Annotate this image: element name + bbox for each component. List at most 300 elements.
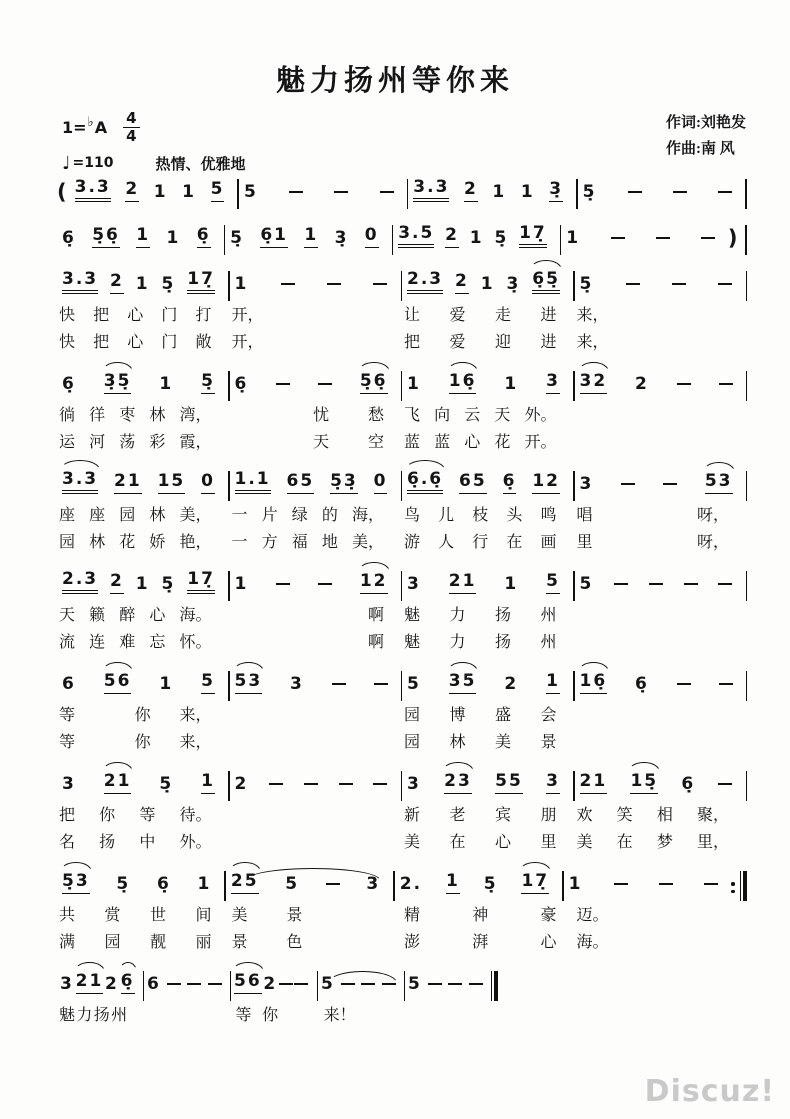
note: 3 bbox=[290, 674, 304, 694]
time-signature-denominator: 4 bbox=[126, 127, 137, 146]
lyric-syllable: 力 bbox=[449, 607, 466, 624]
note: 1 bbox=[446, 871, 460, 894]
lyrics-measure bbox=[230, 504, 403, 528]
dash bbox=[718, 783, 732, 785]
barline bbox=[491, 971, 493, 1001]
lyrics-measure bbox=[230, 804, 403, 828]
dash bbox=[167, 983, 181, 985]
lyrics-measure bbox=[230, 404, 403, 428]
lyric-syllable: 难 bbox=[119, 634, 136, 651]
dash bbox=[611, 237, 625, 239]
note: 6̣1 bbox=[260, 225, 288, 248]
lyric-syllable: 在 bbox=[616, 834, 633, 851]
barline bbox=[746, 771, 748, 801]
lyrics-row-verse-1 bbox=[57, 304, 747, 328]
score-line-9 bbox=[57, 864, 747, 955]
note: 17̣ bbox=[521, 871, 549, 894]
lyric-syllable: 州 bbox=[111, 1007, 128, 1024]
note: 3.3 bbox=[413, 177, 449, 202]
lyric-syllable: 美 bbox=[231, 907, 248, 924]
lyric-syllable: 博 bbox=[449, 707, 466, 724]
lyric-syllable bbox=[232, 604, 234, 628]
lyrics-row-verse-1 bbox=[57, 704, 747, 728]
lyrics-measure bbox=[402, 904, 575, 928]
dash bbox=[289, 191, 303, 193]
lyric-syllable: 福 bbox=[291, 534, 308, 551]
lyrics-measure bbox=[230, 704, 403, 728]
lyric-syllable: 蓝 bbox=[404, 434, 421, 451]
lyric-syllable: 头 bbox=[506, 507, 523, 524]
lyric-syllable: 的 bbox=[321, 507, 338, 524]
dash bbox=[318, 383, 332, 385]
note: 6̣5̣ bbox=[532, 269, 560, 294]
lyric-syllable: 呀， bbox=[696, 507, 729, 524]
lyrics-measure bbox=[575, 804, 748, 828]
note: 2 bbox=[445, 225, 459, 248]
dash bbox=[187, 983, 201, 985]
note: 5 bbox=[285, 874, 300, 894]
note: 6̣.6̣ bbox=[407, 469, 443, 494]
note: 6̣ bbox=[62, 228, 76, 248]
lyric-syllable: 一 bbox=[231, 507, 248, 524]
lyric-syllable: 籁 bbox=[89, 607, 106, 624]
lyric-syllable: 快 bbox=[59, 334, 76, 351]
lyric-syllable: 笑 bbox=[616, 807, 633, 824]
rest: 0 bbox=[365, 225, 379, 248]
lyric-syllable: 儿 bbox=[438, 507, 455, 524]
lyric-syllable: 把 bbox=[59, 807, 76, 824]
lyric-syllable: 宾 bbox=[494, 807, 511, 824]
lyric-syllable: 力 bbox=[76, 1007, 93, 1024]
lyrics-measure bbox=[57, 804, 230, 828]
lyrics-measure bbox=[230, 731, 403, 755]
end-barline bbox=[746, 771, 748, 801]
lyric-syllable: 怀。 bbox=[179, 634, 212, 651]
note: 2 bbox=[125, 179, 139, 202]
lyric-syllable: 走 bbox=[494, 307, 511, 324]
lyric-syllable: 忘 bbox=[149, 634, 166, 651]
lyric-syllable: 心 bbox=[149, 607, 166, 624]
barline bbox=[746, 371, 748, 401]
credits bbox=[666, 110, 746, 163]
measure bbox=[393, 223, 560, 255]
measure bbox=[402, 571, 573, 601]
lyric-syllable: 空 bbox=[367, 434, 384, 451]
lyric-syllable bbox=[277, 604, 279, 628]
lyric-syllable: 打 bbox=[195, 307, 212, 324]
lyric-syllable: 向 bbox=[434, 407, 451, 424]
lyric-syllable: 把 bbox=[404, 334, 421, 351]
note: 5 bbox=[211, 179, 225, 202]
note: 2. bbox=[399, 874, 423, 894]
note: 1.1 bbox=[235, 469, 271, 494]
measure bbox=[230, 671, 401, 701]
lyric-syllable: 豪 bbox=[540, 907, 557, 924]
lyric-syllable: 云 bbox=[464, 407, 481, 424]
note: 2 bbox=[635, 374, 649, 394]
lyrics-measure bbox=[57, 904, 230, 928]
lyrics-measure bbox=[402, 604, 575, 628]
note: 1 bbox=[153, 182, 168, 202]
note: 15̣ bbox=[630, 771, 658, 794]
lyric-syllable: 进 bbox=[540, 307, 557, 324]
lyric-syllable: 世 bbox=[149, 907, 166, 924]
lyric-syllable: 林 bbox=[149, 407, 166, 424]
lyric-syllable bbox=[277, 631, 279, 655]
note: 1 bbox=[135, 574, 150, 594]
measure bbox=[57, 771, 228, 801]
notes-row bbox=[57, 172, 747, 209]
score-line-2 bbox=[57, 218, 747, 255]
measure bbox=[395, 871, 562, 901]
lyric-syllable: 林 bbox=[149, 507, 166, 524]
lyric-syllable: 让 bbox=[404, 307, 421, 324]
lyric-syllable: 心 bbox=[494, 834, 511, 851]
lyrics-row-verse-2 bbox=[57, 531, 747, 555]
lyric-syllable: 等 bbox=[59, 707, 76, 724]
measure bbox=[230, 274, 401, 301]
score-line-4 bbox=[57, 364, 747, 455]
lyric-syllable: 里 bbox=[576, 534, 593, 551]
measure bbox=[575, 274, 746, 301]
lyric-syllable: 天 bbox=[59, 607, 76, 624]
note: 65 bbox=[459, 471, 487, 494]
lyric-syllable: 行 bbox=[472, 534, 489, 551]
dash bbox=[339, 783, 353, 785]
note: 6̣ bbox=[156, 874, 171, 894]
note: 17̣ bbox=[187, 269, 215, 294]
dash bbox=[718, 191, 732, 193]
barline bbox=[746, 471, 748, 501]
measure bbox=[57, 469, 228, 501]
lyric-syllable: 盛 bbox=[494, 707, 511, 724]
note: 25 bbox=[231, 871, 259, 894]
lyric-syllable: 赏 bbox=[104, 907, 121, 924]
lyrics-measure bbox=[402, 531, 575, 555]
lyrics-measure bbox=[575, 404, 748, 428]
lyric-syllable: 园 bbox=[404, 707, 421, 724]
note: 1 bbox=[159, 374, 174, 394]
measure bbox=[144, 974, 230, 1001]
dash bbox=[684, 583, 698, 585]
lyric-syllable: 湃 bbox=[472, 934, 489, 951]
lyric-syllable: 连 bbox=[89, 634, 106, 651]
lyric-syllable: 心 bbox=[127, 334, 144, 351]
note: 3 bbox=[407, 574, 421, 594]
lyric-syllable: 忧 bbox=[313, 407, 330, 424]
lyric-syllable bbox=[104, 731, 106, 755]
note: 17̣ bbox=[187, 569, 215, 594]
lyric-syllable: 美 bbox=[576, 834, 593, 851]
lyrics-measure bbox=[575, 931, 748, 955]
note: 21 bbox=[580, 771, 608, 794]
lyric-syllable: 美 bbox=[494, 734, 511, 751]
lyric-syllable: 神 bbox=[472, 907, 489, 924]
lyric-syllable: 园 bbox=[104, 934, 121, 951]
lyric-syllable: 运 bbox=[59, 434, 76, 451]
notes-row bbox=[57, 864, 747, 901]
lyric-syllable: 片 bbox=[261, 507, 278, 524]
note: 5̣ bbox=[161, 574, 176, 594]
lyrics-measure bbox=[575, 631, 748, 655]
measure bbox=[318, 974, 404, 1001]
end-barline bbox=[746, 371, 748, 401]
note: 2 bbox=[263, 974, 278, 994]
lyrics-measure bbox=[322, 1004, 410, 1028]
lyric-syllable: 老 bbox=[449, 807, 466, 824]
dash bbox=[428, 983, 442, 985]
measure bbox=[70, 177, 238, 209]
lyrics-row-verse-2 bbox=[57, 931, 747, 955]
lyric-syllable: 徉 bbox=[89, 407, 106, 424]
dash bbox=[628, 191, 642, 193]
note: 5̣3 bbox=[62, 871, 90, 894]
composer-credit: 作曲:南 风 bbox=[666, 141, 735, 158]
lyrics-measure bbox=[57, 931, 230, 955]
dash bbox=[361, 983, 375, 985]
lyric-syllable: 共 bbox=[59, 907, 76, 924]
barline bbox=[740, 871, 742, 901]
lyric-syllable: 把 bbox=[93, 334, 110, 351]
note: 5 bbox=[408, 974, 422, 994]
end-barline bbox=[746, 271, 748, 301]
song-title: 魅力扬州等你来 bbox=[275, 65, 514, 97]
measure bbox=[402, 269, 573, 301]
lyric-syllable: 扬 bbox=[99, 834, 116, 851]
lyric-syllable: 开。 bbox=[524, 434, 557, 451]
measure bbox=[402, 671, 573, 701]
lyricist-credit: 作词:刘艳发 bbox=[666, 115, 746, 131]
lyric-syllable: 心 bbox=[464, 434, 481, 451]
lyric-syllable: 中 bbox=[139, 834, 156, 851]
note: 1 bbox=[546, 671, 560, 694]
lyrics-measure bbox=[230, 331, 403, 355]
dash bbox=[719, 383, 733, 385]
note: 3.3 bbox=[62, 269, 98, 294]
lyric-syllable: 一 bbox=[231, 534, 248, 551]
note: 5 bbox=[579, 574, 594, 594]
note: 3 bbox=[546, 771, 560, 794]
note: 3.3 bbox=[75, 177, 111, 202]
dash bbox=[276, 583, 290, 585]
close-paren: ) bbox=[727, 226, 738, 250]
note: 5 bbox=[201, 671, 215, 694]
lyric-syllable: 在 bbox=[449, 834, 466, 851]
measure bbox=[57, 971, 143, 1001]
measure bbox=[575, 671, 746, 701]
lyric-syllable: 艳， bbox=[179, 534, 212, 551]
rest: 0 bbox=[374, 471, 388, 494]
dash bbox=[614, 583, 628, 585]
lyric-syllable: 鸣 bbox=[540, 507, 557, 524]
measure bbox=[575, 471, 746, 501]
lyric-syllable: 进 bbox=[540, 334, 557, 351]
lyric-syllable: 天 bbox=[313, 434, 330, 451]
lyric-syllable: 你 bbox=[262, 1007, 279, 1024]
measure bbox=[231, 971, 317, 1001]
open-paren: ( bbox=[57, 180, 67, 204]
lyric-syllable: 把 bbox=[93, 307, 110, 324]
lyrics-measure bbox=[230, 904, 403, 928]
lyric-syllable: 朋 bbox=[540, 807, 557, 824]
lyrics-measure bbox=[230, 431, 403, 455]
lyric-syllable: 欢 bbox=[576, 807, 593, 824]
note: 65 bbox=[287, 471, 315, 494]
score bbox=[57, 172, 747, 1037]
note: 1 bbox=[234, 274, 249, 294]
lyric-syllable: 蓝 bbox=[434, 434, 451, 451]
lyric-syllable: 河 bbox=[89, 434, 106, 451]
dash bbox=[677, 383, 691, 385]
lyric-syllable: 画 bbox=[540, 534, 557, 551]
dash bbox=[448, 983, 462, 985]
measure bbox=[402, 771, 573, 801]
note: 2 bbox=[455, 271, 469, 294]
note: 5̣3̣ bbox=[330, 471, 358, 494]
lyrics-measure bbox=[57, 504, 230, 528]
lyrics-measure bbox=[402, 931, 575, 955]
note: 5 bbox=[243, 182, 258, 202]
lyrics-measure bbox=[230, 831, 403, 855]
note: 3̣ bbox=[334, 228, 349, 248]
barline bbox=[746, 671, 748, 701]
dash bbox=[208, 983, 222, 985]
note: 6̣ bbox=[62, 374, 76, 394]
lyrics-row-verse-1 bbox=[57, 404, 747, 428]
note: 21 bbox=[114, 471, 142, 494]
lyrics-measure bbox=[57, 604, 230, 628]
note: 1 bbox=[407, 374, 421, 394]
lyrics-measure bbox=[57, 331, 230, 355]
dash bbox=[719, 683, 733, 685]
lyric-syllable: 美， bbox=[179, 507, 212, 524]
measure bbox=[402, 371, 573, 401]
lyric-syllable: 林 bbox=[89, 534, 106, 551]
note: 5 bbox=[546, 571, 560, 594]
lyric-syllable: 州 bbox=[540, 607, 557, 624]
end-barline bbox=[491, 971, 499, 1001]
lyric-syllable: 你 bbox=[134, 707, 151, 724]
lyrics-measure bbox=[575, 431, 748, 455]
lyric-syllable: 你 bbox=[134, 734, 151, 751]
measure bbox=[561, 228, 728, 255]
lyric-syllable: 满 bbox=[59, 934, 76, 951]
note: 6̣ bbox=[681, 774, 696, 794]
measure bbox=[564, 874, 731, 901]
note: 1 bbox=[504, 574, 519, 594]
note: 3̣ bbox=[549, 179, 563, 202]
note: 1 bbox=[304, 225, 318, 248]
lyric-syllable: 景 bbox=[231, 934, 248, 951]
note: 2 bbox=[110, 571, 124, 594]
note: 1 bbox=[166, 228, 181, 248]
note: 5̣ bbox=[161, 274, 176, 294]
dash bbox=[621, 483, 635, 485]
lyric-syllable: 新 bbox=[404, 807, 421, 824]
note: 6̣ bbox=[635, 674, 649, 694]
end-barline bbox=[728, 225, 747, 255]
note: 3 bbox=[62, 774, 76, 794]
lyrics-measure bbox=[230, 631, 403, 655]
dash bbox=[327, 283, 341, 285]
dash bbox=[318, 583, 332, 585]
note: 1 bbox=[135, 274, 150, 294]
note: 5̣ bbox=[494, 228, 509, 248]
lyrics-row-verse-2 bbox=[57, 431, 747, 455]
note: 5̣ bbox=[116, 874, 131, 894]
dash bbox=[332, 683, 346, 685]
note: 6̣ bbox=[234, 374, 249, 394]
lyric-syllable: 彩 bbox=[149, 434, 166, 451]
time-signature bbox=[123, 110, 139, 146]
lyric-syllable: 等 bbox=[139, 807, 156, 824]
note: 5̣6̣ bbox=[92, 225, 120, 248]
lyric-syllable: 丽 bbox=[195, 934, 212, 951]
note: 6̣ bbox=[503, 471, 517, 494]
dash bbox=[382, 983, 396, 985]
measure bbox=[57, 871, 224, 901]
dash bbox=[663, 483, 677, 485]
lyric-syllable: 扬 bbox=[494, 607, 511, 624]
note: 1 bbox=[197, 874, 212, 894]
note: 5 bbox=[407, 674, 421, 694]
lyric-syllable: 花 bbox=[494, 434, 511, 451]
lyric-syllable: 方 bbox=[261, 534, 278, 551]
note: 53 bbox=[705, 471, 733, 494]
lyrics-measure bbox=[575, 531, 748, 555]
note: 3̣ bbox=[506, 274, 521, 294]
lyric-syllable bbox=[289, 1004, 291, 1028]
note: 3 bbox=[60, 974, 74, 994]
lyric-syllable: 靓 bbox=[149, 934, 166, 951]
lyrics-measure bbox=[575, 604, 748, 628]
note: 12 bbox=[360, 571, 388, 594]
note: 2.3 bbox=[62, 569, 98, 594]
lyric-syllable: 精 bbox=[404, 907, 421, 924]
note: 53 bbox=[235, 671, 263, 694]
note: 1 bbox=[520, 182, 535, 202]
lyric-syllable: 来， bbox=[576, 307, 609, 324]
lyrics-measure bbox=[57, 404, 230, 428]
lyric-syllable: 湾， bbox=[179, 407, 212, 424]
measure bbox=[226, 871, 393, 901]
discuz-watermark: Discuz! bbox=[644, 1074, 775, 1109]
lyric-syllable: 会 bbox=[540, 707, 557, 724]
note: 2 bbox=[464, 179, 478, 202]
note: 5̣ bbox=[483, 874, 498, 894]
note: 3 bbox=[579, 474, 594, 494]
score-line-6 bbox=[57, 564, 747, 655]
lyric-syllable: 色 bbox=[286, 934, 303, 951]
lyric-syllable bbox=[341, 904, 343, 928]
note: 1 bbox=[159, 674, 174, 694]
note: 3.3 bbox=[62, 469, 98, 494]
lyric-syllable: 海。 bbox=[576, 934, 609, 951]
lyric-syllable: 间 bbox=[195, 907, 212, 924]
lyric-syllable: 迎 bbox=[494, 334, 511, 351]
note: 6 bbox=[147, 974, 161, 994]
lyric-syllable: 门 bbox=[161, 307, 178, 324]
note: 5̣ bbox=[201, 371, 215, 394]
measure bbox=[230, 371, 401, 401]
note: 3 bbox=[546, 371, 560, 394]
lyric-syllable: 座 bbox=[59, 507, 76, 524]
lyric-syllable bbox=[322, 604, 324, 628]
lyric-syllable: 来， bbox=[576, 334, 609, 351]
end-barline bbox=[746, 471, 748, 501]
note: 56 bbox=[234, 971, 262, 994]
lyric-syllable: 流 bbox=[59, 634, 76, 651]
